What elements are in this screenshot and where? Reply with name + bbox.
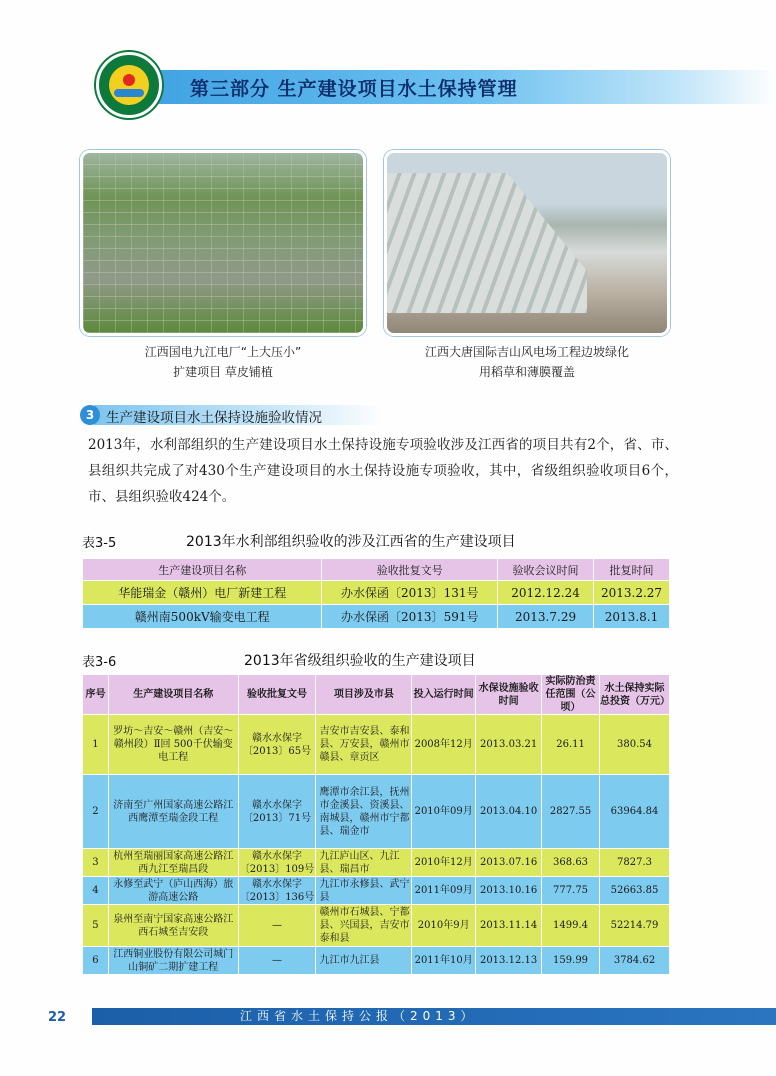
- photo-caption-right-line1: 江西大唐国际吉山风电场工程边坡绿化: [424, 345, 629, 359]
- table-cell: 2012.12.24: [498, 581, 594, 605]
- table-cell: 2013.03.21: [476, 715, 542, 775]
- photo-slope-cover-texture: [387, 173, 587, 313]
- table-cell: 2: [83, 775, 109, 849]
- table-cell: 吉安市吉安县、泰和县、万安县，赣州市赣县、章贡区: [316, 715, 412, 775]
- table-cell: 九江市永修县、武宁县: [316, 877, 412, 905]
- table-3-6: [82, 674, 670, 975]
- table-cell: 3784.62: [600, 947, 670, 975]
- table-row: [83, 581, 670, 605]
- table-cell: 2008年12月: [412, 715, 476, 775]
- table-cell: 办水保函〔2013〕131号: [322, 581, 498, 605]
- table-cell: 2013.10.16: [476, 877, 542, 905]
- table-row: [83, 947, 670, 975]
- table-cell: 4: [83, 877, 109, 905]
- photo-caption-right: [384, 342, 670, 382]
- table-cell: 2013.7.29: [498, 605, 594, 629]
- table-3-5: [82, 558, 670, 629]
- table-row: [83, 905, 670, 947]
- table-cell: 2011年09月: [412, 877, 476, 905]
- table-cell: 永修至武宁（庐山西海）旅游高速公路: [108, 877, 238, 905]
- logo-sun: [123, 74, 135, 86]
- table-cell: 九江市九江县: [316, 947, 412, 975]
- table-cell: 2013.07.16: [476, 849, 542, 877]
- table-cell: 380.54: [600, 715, 670, 775]
- table-header-row: [83, 675, 670, 715]
- table-cell: 5: [83, 905, 109, 947]
- table-cell: 赣州南500kV输变电工程: [83, 605, 322, 629]
- table-row: [83, 877, 670, 905]
- table-header-cell: 实际防治责任范围（公顷）: [542, 675, 600, 715]
- logo-inner: [109, 65, 149, 105]
- table-cell: 罗坊～吉安～赣州（吉安～赣州段）Ⅱ回 500千伏输变电工程: [108, 715, 238, 775]
- table-cell: 赣水水保字〔2013〕65号: [238, 715, 316, 775]
- table-cell: 泉州至南宁国家高速公路江西石城至吉安段: [108, 905, 238, 947]
- table-3-5-title: 2013年水利部组织验收的涉及江西省的生产建设项目: [186, 534, 516, 550]
- table-cell: —: [238, 905, 316, 947]
- photo-substation-turf: [80, 150, 366, 336]
- table-cell: —: [238, 947, 316, 975]
- table-cell: 52214.79: [600, 905, 670, 947]
- water-soil-conservation-logo-icon: [96, 52, 162, 118]
- table-cell: 1: [83, 715, 109, 775]
- section-header-title: 第三部分 生产建设项目水土保持管理: [190, 78, 518, 100]
- page-number: 22: [48, 1010, 67, 1025]
- table-cell: 2013.2.27: [594, 581, 670, 605]
- table-header-cell: 投入运行时间: [412, 675, 476, 715]
- table-3-6-label: 表3-6: [82, 655, 117, 670]
- section-paragraph: 2013年，水利部组织的生产建设项目水土保持设施专项验收涉及江西省的项目共有2个，省、市、县组织共完成了对430个生产建设项目的水土保持设施专项验收，其中，省级组织验收项目6个，市、县组织验收424个。: [88, 437, 678, 505]
- table-cell: 济南至广州国家高速公路江西鹰潭至瑞金段工程: [108, 775, 238, 849]
- table-cell: 3: [83, 849, 109, 877]
- table-cell: 2013.11.14: [476, 905, 542, 947]
- table-header-row: [83, 559, 670, 581]
- table-header-cell: 水保设施验收时间: [476, 675, 542, 715]
- photo-caption-right-line2: 用稻草和薄膜覆盖: [478, 365, 575, 379]
- table-cell: 63964.84: [600, 775, 670, 849]
- table-cell: 2011年10月: [412, 947, 476, 975]
- table-header-cell: 水土保持实际总投资（万元）: [600, 675, 670, 715]
- section-heading: 生产建设项目水土保持设施验收情况: [106, 410, 322, 426]
- table-cell: 赣水水保字〔2013〕136号: [239, 878, 315, 903]
- table-cell: 九江庐山区、九江县、瑞昌市: [316, 849, 412, 877]
- table-cell: 2013.04.10: [476, 775, 542, 849]
- photo-caption-left: [80, 342, 366, 382]
- table-cell: 26.11: [542, 715, 600, 775]
- table-cell: 52663.85: [600, 877, 670, 905]
- table-cell: 368.63: [542, 849, 600, 877]
- table-cell: 赣州市石城县、宁都县、兴国县，吉安市泰和县: [316, 905, 412, 947]
- table-cell: 2010年12月: [412, 849, 476, 877]
- table-cell: 6: [83, 947, 109, 975]
- table-cell: 2013.8.1: [594, 605, 670, 629]
- table-cell: 2010年09月: [412, 775, 476, 849]
- table-header-cell: 验收批复文号: [238, 675, 316, 715]
- section-number-badge: 3: [80, 405, 100, 425]
- table-header-cell: 生产建设项目名称: [108, 675, 238, 715]
- table-cell: 2827.55: [542, 775, 600, 849]
- table-row: [83, 715, 670, 775]
- table-cell: 777.75: [542, 877, 600, 905]
- table-cell: 华能瑞金（赣州）电厂新建工程: [83, 581, 322, 605]
- table-row: [83, 605, 670, 629]
- table-row: [83, 775, 670, 849]
- photo-caption-left-line2: 扩建项目 草皮铺植: [173, 365, 273, 379]
- table-cell: 赣水水保字〔2013〕109号: [239, 850, 315, 875]
- table-cell: 7827.3: [600, 849, 670, 877]
- table-cell: 1499.4: [542, 905, 600, 947]
- table-cell: 2013.12.13: [476, 947, 542, 975]
- table-cell: 江西铜业股份有限公司城门山铜矿二期扩建工程: [108, 947, 238, 975]
- photo-slope-cover: [384, 150, 670, 336]
- table-header-cell: 验收批复文号: [322, 559, 498, 581]
- logo-wave: [114, 89, 144, 97]
- table-cell: 2010年9月: [412, 905, 476, 947]
- table-header-cell: 序号: [83, 675, 109, 715]
- table-cell: 159.99: [542, 947, 600, 975]
- table-header-cell: 验收会议时间: [498, 559, 594, 581]
- table-cell: 办水保函〔2013〕591号: [322, 605, 498, 629]
- photo-caption-left-line1: 江西国电九江电厂“上大压小”: [144, 345, 302, 359]
- table-3-5-label: 表3-5: [82, 536, 117, 551]
- table-cell: 鹰潭市余江县，抚州市金溪县、资溪县、南城县，赣州市宁都县、瑞金市: [316, 775, 412, 849]
- table-header-cell: 批复时间: [594, 559, 670, 581]
- footer-publication-title: 江西省水土保持公报（2013）: [240, 1009, 478, 1023]
- table-3-6-title: 2013年省级组织验收的生产建设项目: [244, 653, 476, 669]
- table-header-cell: 项目涉及市县: [316, 675, 412, 715]
- table-cell: 杭州至瑞丽国家高速公路江西九江至瑞昌段: [108, 849, 238, 877]
- table-header-cell: 生产建设项目名称: [83, 559, 322, 581]
- table-row: [83, 849, 670, 877]
- table-cell: 赣水水保字〔2013〕71号: [238, 775, 316, 849]
